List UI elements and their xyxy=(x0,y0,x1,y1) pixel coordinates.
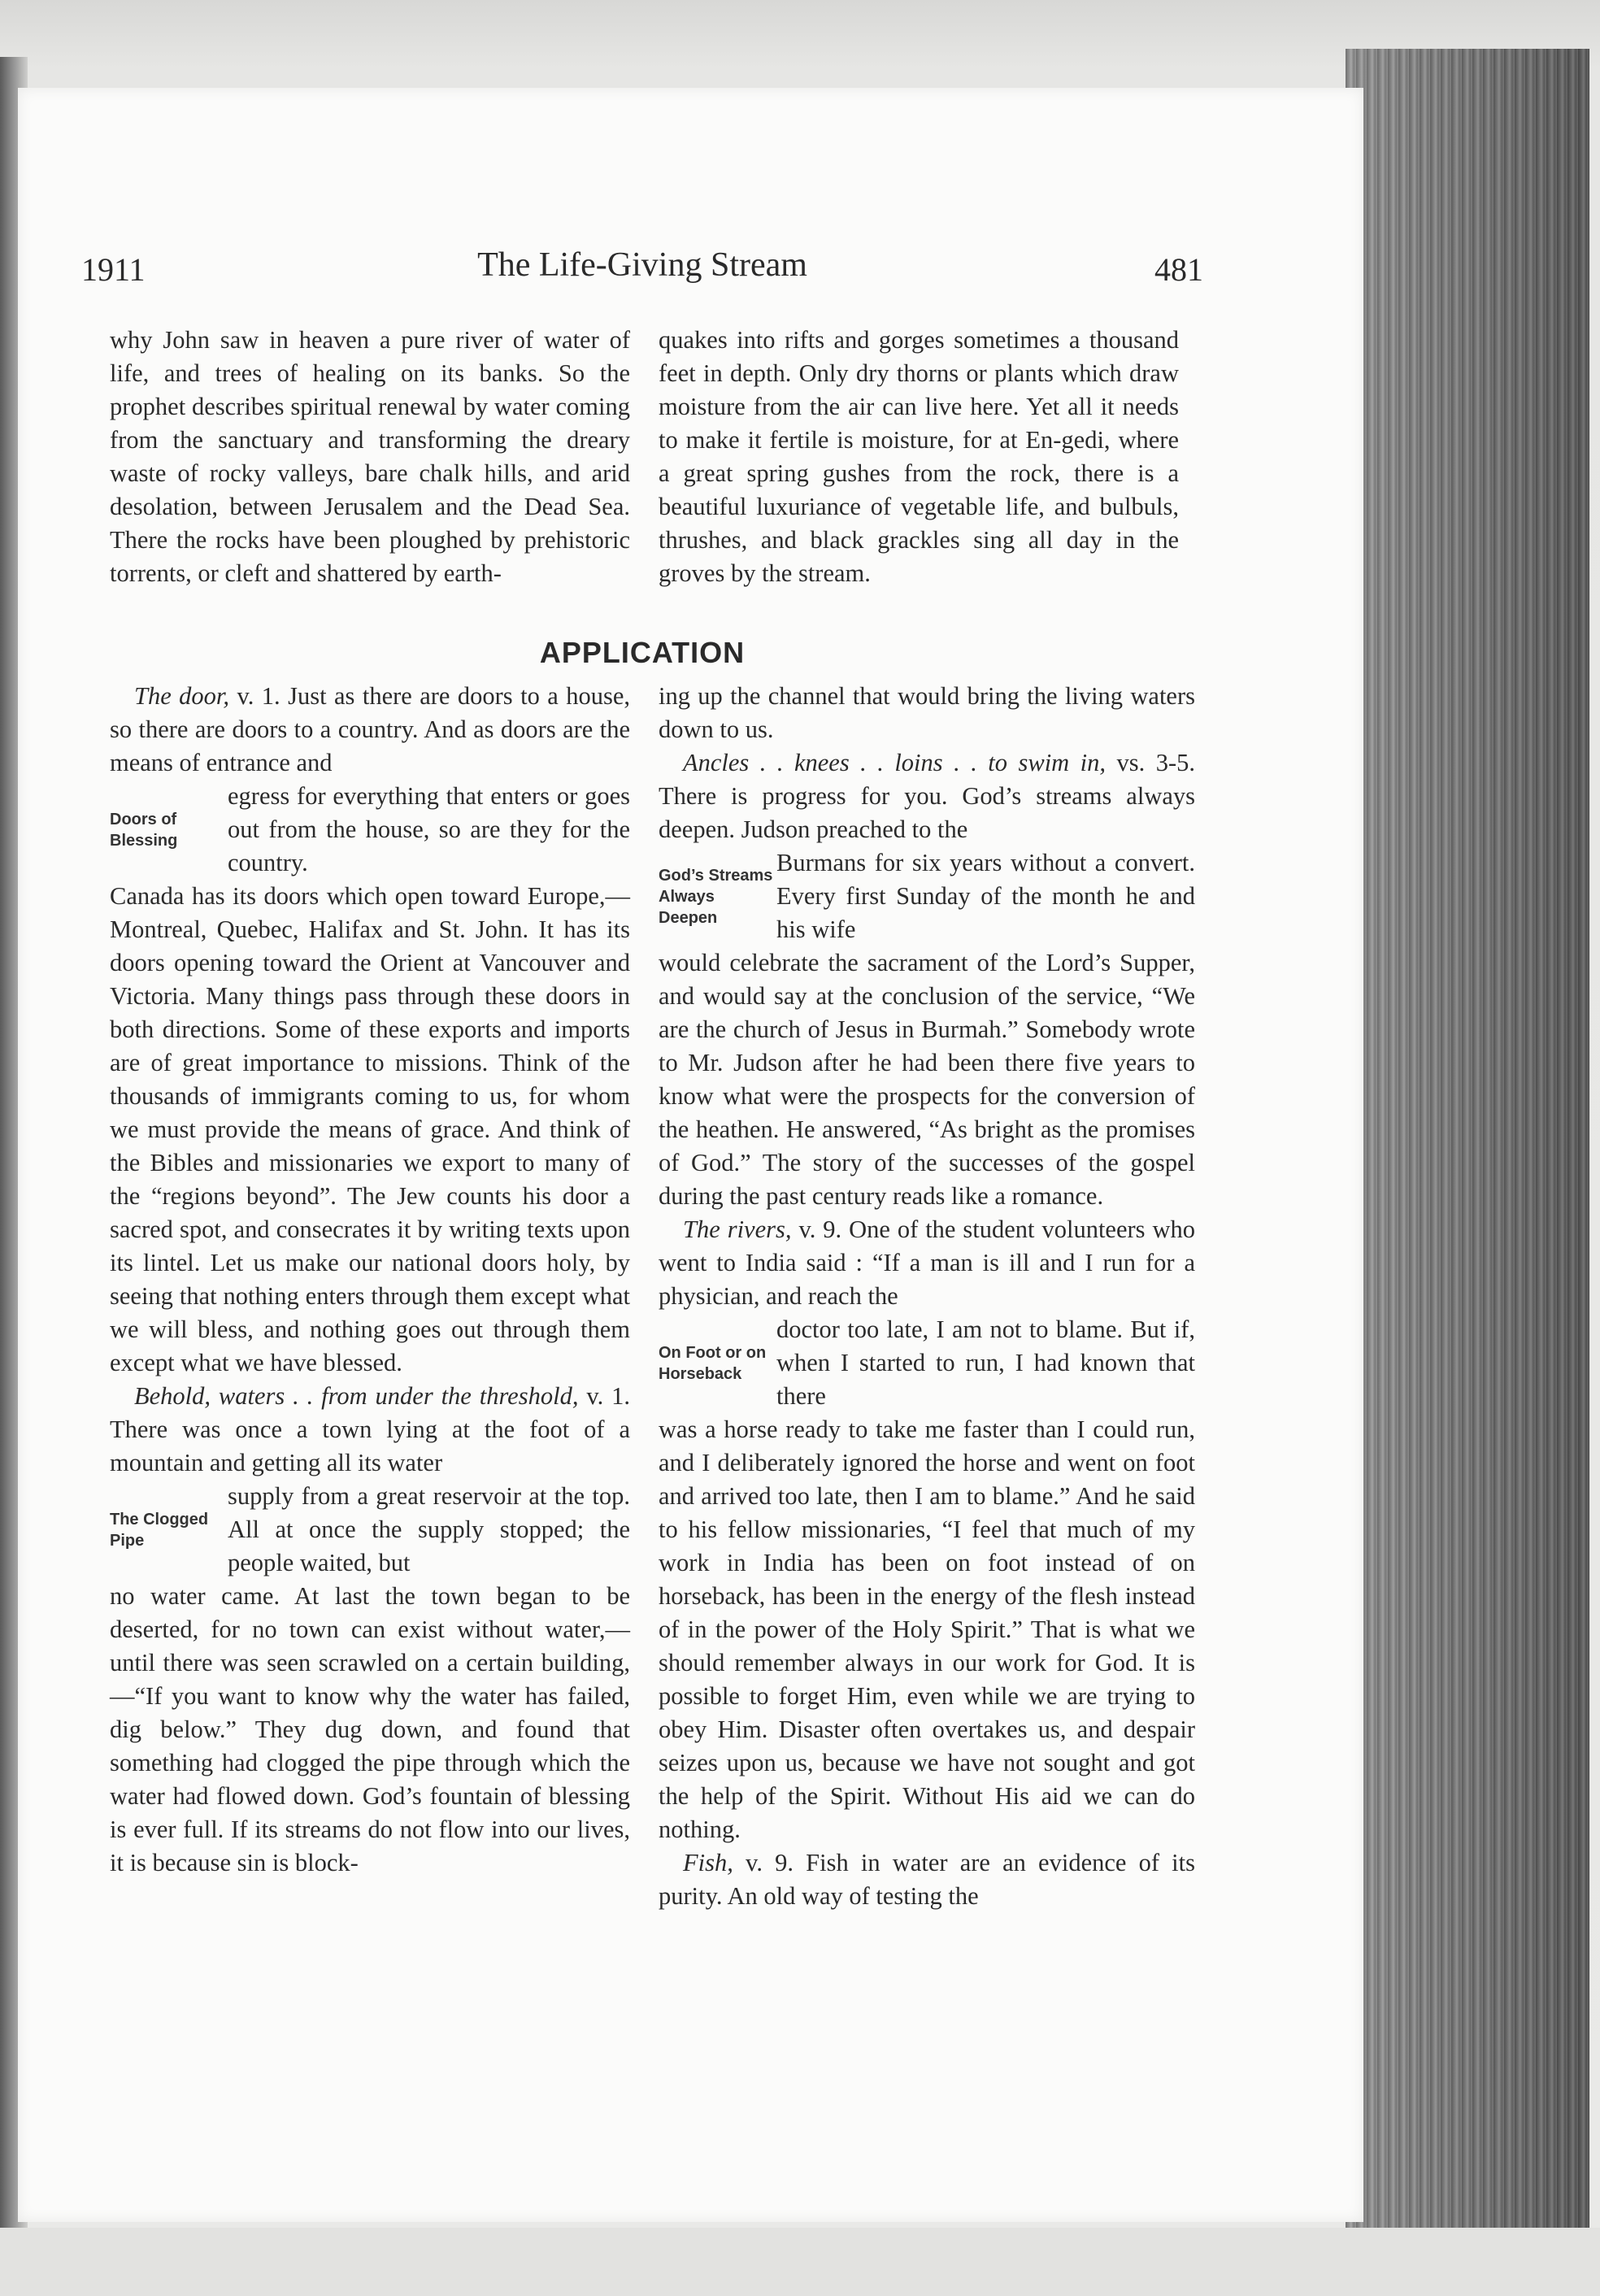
header-year: 1911 xyxy=(81,251,146,288)
book-fore-edge xyxy=(1346,49,1589,2228)
paragraph-text: v. 1. Just as there are doors to a house, so there are doors to a country. And as doors are the means of entrance and xyxy=(110,682,630,776)
threshold-paragraph-intro xyxy=(110,1380,630,1480)
paragraph-text: Burmans for six years without a convert. Every first Sunday of the month he and his wife xyxy=(776,849,1195,943)
top-left-column xyxy=(110,324,630,590)
section-heading: APPLICATION xyxy=(539,636,746,669)
top-right-column xyxy=(659,324,1179,590)
paragraph-text: egress for everything that enters or goes out from the house, so are they for the country. xyxy=(228,782,630,876)
doors-paragraph-body: Canada has its doors which open toward Europe,—Montreal, Quebec, Halifax and St. John. It has its doors opening toward the Orient at Vancouver and Victoria. Many things pass through these doors in both directions. Some of these exports and imports are of great importance to missions. Think of the thousands of immigrants coming to us, for whom we must provide the means of grace. And think of the Bibles and missionaries we export to many of the “regions beyond”. The Jew counts his door a sacred spot, and consecrates it by writing texts upon its lintel. Let us make our national doors holy, by seeing that nothing enters through them except what we will bless, and nothing goes out through them except what we have blessed. xyxy=(110,882,630,1376)
ancles-paragraph-body: would celebrate the sacrament of the Lord’s Supper, and would say at the conclusion of the service, “We are the church of Jesus in Burmah.” Somebody wrote to Mr. Judson after he had been there five years to know what were the prospects for the conversion of the heathen. He answered, “As bright as the promises of God.” The story of the successes of the gospel during the past century reads like a romance. xyxy=(659,949,1195,1210)
page-title: The Life-Giving Stream xyxy=(477,246,807,284)
scripture-ref: The rivers, xyxy=(683,1215,792,1243)
rivers-paragraph-body: was a horse ready to take me faster than I could run, and I deliberately ignored the horse and went on foot and arrived too late, then I am to blame.” And he said to his fellow missionaries, “I feel that much of my work in India has been on foot instead of on horseback, has been in the energy of the flesh instead of in the power of the Holy Spirit.” That is what we should remember always in our work for God. It is possible to forget Him, even while we are trying to obey Him. Disaster often overtakes us, and despair seizes upon us, because we have not sought and got the help of the Spirit. Without His aid we can do nothing. xyxy=(659,1415,1195,1843)
margin-note-block xyxy=(659,846,1195,946)
paragraph-text: v. 9. One of the student volunteers who went to India said : “If a man is ill and I run for a physician, and reach the xyxy=(659,1215,1195,1310)
paragraph-text: v. 9. Fish in water are an evidence of its purity. An old way of testing the xyxy=(659,1849,1196,1910)
left-column xyxy=(110,680,630,1880)
fish-paragraph xyxy=(659,1846,1195,1913)
paragraph-text: doctor too late, I am not to blame. But if, when I started to run, I had known that there xyxy=(776,1315,1195,1410)
margin-note-clogged-pipe: The Clogged Pipe xyxy=(110,1510,209,1550)
margin-note-block xyxy=(110,780,630,880)
margin-note-streams-deepen: God’s Streams Always Deepen xyxy=(659,866,773,927)
margin-note-block xyxy=(110,1480,630,1580)
paragraph-text: vs. 3-5. There is progress for you. God’s streams always deepen. Judson preached to the xyxy=(659,749,1195,843)
scripture-ref: The door, xyxy=(134,682,230,710)
ancles-paragraph-intro xyxy=(659,746,1195,846)
rivers-paragraph-intro xyxy=(659,1213,1195,1313)
page-number: 481 xyxy=(1154,251,1203,288)
continued-paragraph: ing up the channel that would bring the living waters down to us. xyxy=(659,682,1195,743)
right-column xyxy=(659,680,1195,1913)
scripture-ref: Ancles . . knees . . loins . . to swim in, xyxy=(683,749,1107,776)
top-right-paragraph: quakes into rifts and gorges sometimes a thousand feet in depth. Only dry thorns or plants which draw moisture from the air can live here. Yet all it needs to make it fertile is moisture, for at En-gedi, where a great spring gushes from the rock, there is a beautiful luxuriance of vegetable life, and bulbuls, thrushes, and black grackles sing all day in the groves by the stream. xyxy=(659,326,1179,587)
threshold-paragraph-body: no water came. At last the town began to be deserted, for no town can exist without water,—until there was seen scrawled on a certain building,—“If you want to know why the water has failed, dig below.” They dug down, and found that something had clogged the pipe through which the water had flowed down. God’s fountain of blessing is ever full. If its streams do not flow into our lives, it is because sin is block- xyxy=(110,1582,630,1876)
running-header xyxy=(81,244,1203,293)
scripture-ref: Behold, waters . . from under the threshold, xyxy=(134,1382,579,1410)
top-left-paragraph: why John saw in heaven a pure river of water of life, and trees of healing on its banks. So the prophet describes spiritual renewal by water coming from the sanctuary and transforming the dreary waste of rocky valleys, bare chalk hills, and arid desolation, between Jerusalem and the Dead Sea. There the rocks have been ploughed by prehistoric torrents, or cleft and shattered by earth- xyxy=(110,326,630,587)
scan-bottom-margin xyxy=(0,2228,1600,2296)
paragraph-text: supply from a great reservoir at the top. All at once the supply stopped; the people waited, but xyxy=(228,1482,630,1576)
margin-note-block xyxy=(659,1313,1195,1413)
scripture-ref: Fish, xyxy=(683,1849,733,1876)
paragraph-text: v. 1. There was once a town lying at the foot of a mountain and getting all its water xyxy=(110,1382,631,1476)
doors-paragraph-intro xyxy=(110,680,630,780)
margin-note-doors-of-blessing: Doors of Blessing xyxy=(110,810,178,850)
margin-note-foot-or-horseback: On Foot or on Horseback xyxy=(659,1343,767,1383)
